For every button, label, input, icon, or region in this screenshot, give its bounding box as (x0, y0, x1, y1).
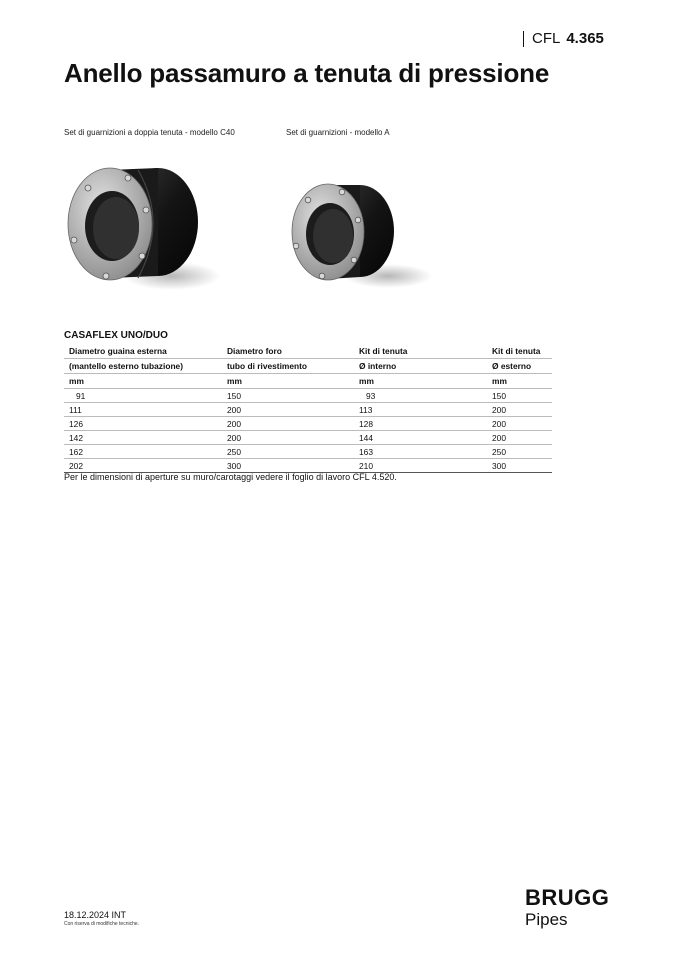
footer-disclaimer: Con riserva di modifiche tecniche. (64, 921, 140, 927)
header-cell: Kit di tenuta (354, 344, 487, 359)
header-cell: Kit di tenuta (487, 344, 552, 359)
figure-caption-c40: Set di guarnizioni a doppia tenuta - modello C40 (64, 128, 235, 137)
table-cell: 200 (222, 431, 354, 445)
table-cell: 144 (354, 431, 487, 445)
header-cell: Ø interno (354, 359, 487, 374)
table-cell: 128 (354, 417, 487, 431)
table-cell: 200 (487, 417, 552, 431)
table-cell: 93 (354, 389, 487, 403)
table-cell: 91 (64, 389, 222, 403)
table-header-row (64, 359, 552, 374)
table-cell: 200 (222, 417, 354, 431)
code-divider (523, 31, 524, 47)
table-row (64, 389, 552, 403)
table-cell: 200 (487, 403, 552, 417)
table-cell: 113 (354, 403, 487, 417)
document-code (523, 30, 604, 47)
table-row (64, 403, 552, 417)
brand-logo-word: BRUGG (525, 885, 610, 910)
table-cell: 250 (222, 445, 354, 459)
reference-note: Per le dimensioni di aperture su muro/carotaggi vedere il foglio di lavoro CFL 4.520. (64, 472, 397, 482)
footer-date: 18.12.2024 INT (64, 910, 127, 920)
table-cell: 200 (487, 431, 552, 445)
seal-ring-a-image (278, 176, 434, 294)
header-cell: mm (64, 374, 222, 389)
header-cell: tubo di rivestimento (222, 359, 354, 374)
table-cell: 111 (64, 403, 222, 417)
dimensions-table (64, 344, 552, 473)
table-cell: 163 (354, 445, 487, 459)
table-row (64, 445, 552, 459)
table-cell: 202 (64, 459, 222, 473)
table-cell: 150 (222, 389, 354, 403)
table-row (64, 459, 552, 473)
table-cell: 150 (487, 389, 552, 403)
header-cell: mm (354, 374, 487, 389)
table-cell: 200 (222, 403, 354, 417)
table-cell: 250 (487, 445, 552, 459)
header-cell: mm (487, 374, 552, 389)
table-section-title: CASAFLEX UNO/DUO (64, 330, 168, 341)
table-row (64, 431, 552, 445)
table-row (64, 417, 552, 431)
table-cell: 162 (64, 445, 222, 459)
header-cell: Ø esterno (487, 359, 552, 374)
table-cell: 142 (64, 431, 222, 445)
header-cell: Diametro guaina esterna (64, 344, 222, 359)
code-number: 4.365 (566, 30, 604, 47)
table-header-row (64, 344, 552, 359)
header-cell: mm (222, 374, 354, 389)
code-prefix: CFL (532, 30, 561, 47)
table-cell: 126 (64, 417, 222, 431)
header-cell: Diametro foro (222, 344, 354, 359)
table-cell: 300 (222, 459, 354, 473)
table-cell: 210 (354, 459, 487, 473)
table-header-row (64, 374, 552, 389)
header-cell: (mantello esterno tubazione) (64, 359, 222, 374)
brand-logo-subword: Pipes (525, 910, 568, 929)
page-title: Anello passamuro a tenuta di pressione (64, 58, 550, 88)
seal-ring-c40-image (60, 158, 220, 298)
table-cell: 300 (487, 459, 552, 473)
figure-caption-a: Set di guarnizioni - modello A (286, 128, 390, 137)
